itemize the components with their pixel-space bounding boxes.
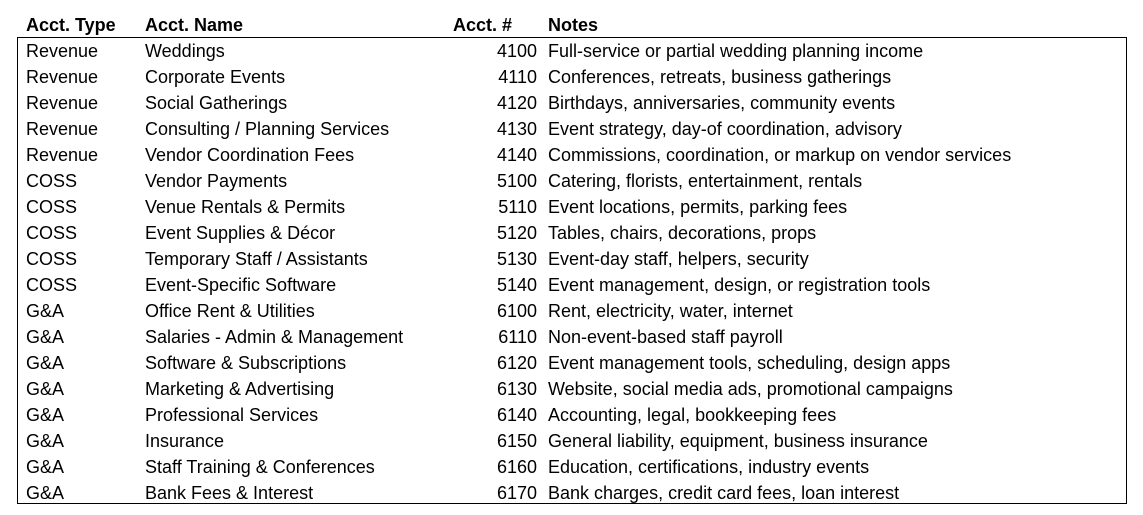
cell-notes: Catering, florists, entertainment, rentals [548, 171, 863, 191]
cell-acct-number: 6100 [496, 301, 537, 321]
table-row [0, 38, 1143, 64]
cell-notes: Accounting, legal, bookkeeping fees [548, 405, 837, 425]
cell-acct-name: Venue Rentals & Permits [145, 197, 346, 217]
table-row [0, 324, 1143, 350]
cell-acct-name: Vendor Coordination Fees [145, 145, 355, 165]
cell-notes: Full-service or partial wedding planning income [548, 41, 924, 61]
cell-acct-number: 6170 [496, 483, 537, 503]
table-row [0, 116, 1143, 142]
cell-acct-name: Salaries - Admin & Management [145, 327, 404, 347]
cell-acct-number: 5110 [498, 197, 537, 217]
cell-acct-type: G&A [26, 431, 65, 451]
cell-acct-number: 4130 [496, 119, 537, 139]
cell-notes: Event locations, permits, parking fees [548, 197, 848, 217]
cell-acct-number: 6120 [496, 353, 537, 373]
header-acct-type: Acct. Type [26, 15, 116, 35]
cell-acct-type: COSS [26, 171, 78, 191]
cell-acct-name: Corporate Events [145, 67, 286, 87]
cell-acct-number: 6130 [496, 379, 537, 399]
table-row [0, 402, 1143, 428]
cell-acct-type: COSS [26, 249, 78, 269]
cell-acct-number: 4120 [496, 93, 537, 113]
cell-acct-number: 6160 [496, 457, 537, 477]
cell-acct-type: Revenue [26, 67, 99, 87]
cell-acct-number: 5120 [496, 223, 537, 243]
table-header [0, 13, 1143, 37]
table-row [0, 168, 1143, 194]
cell-notes: Non-event-based staff payroll [548, 327, 783, 347]
cell-acct-type: G&A [26, 405, 65, 425]
cell-acct-type: Revenue [26, 119, 99, 139]
cell-acct-name: Bank Fees & Interest [145, 483, 314, 503]
cell-notes: Event strategy, day-of coordination, advisory [548, 119, 902, 139]
cell-acct-type: G&A [26, 379, 65, 399]
cell-acct-number: 5100 [496, 171, 537, 191]
cell-notes: Commissions, coordination, or markup on vendor services [548, 145, 1012, 165]
cell-notes: Event management, design, or registration tools [548, 275, 931, 295]
cell-acct-type: COSS [26, 275, 78, 295]
cell-notes: Event-day staff, helpers, security [548, 249, 809, 269]
cell-notes: Event management tools, scheduling, design apps [548, 353, 951, 373]
table-row [0, 376, 1143, 402]
cell-acct-number: 6110 [498, 327, 537, 347]
cell-acct-name: Event Supplies & Décor [145, 223, 336, 243]
cell-acct-number: 4110 [498, 67, 537, 87]
cell-acct-name: Staff Training & Conferences [145, 457, 375, 477]
table-row [0, 194, 1143, 220]
cell-acct-number: 6140 [496, 405, 537, 425]
table-row [0, 298, 1143, 324]
cell-acct-name: Event-Specific Software [145, 275, 337, 295]
cell-acct-number: 6150 [496, 431, 537, 451]
table-row [0, 64, 1143, 90]
header-notes: Notes [548, 15, 599, 35]
cell-acct-type: G&A [26, 327, 65, 347]
cell-acct-name: Weddings [145, 41, 225, 61]
cell-notes: Website, social media ads, promotional campaigns [548, 379, 953, 399]
table-row [0, 246, 1143, 272]
cell-acct-number: 5140 [496, 275, 537, 295]
cell-acct-number: 4100 [496, 41, 537, 61]
table-body [0, 38, 1143, 506]
table-row [0, 350, 1143, 376]
table-row [0, 220, 1143, 246]
table-row [0, 454, 1143, 480]
cell-acct-type: Revenue [26, 93, 99, 113]
table-row [0, 142, 1143, 168]
cell-acct-name: Office Rent & Utilities [145, 301, 315, 321]
cell-notes: Education, certifications, industry events [548, 457, 870, 477]
cell-acct-type: COSS [26, 197, 78, 217]
cell-acct-name: Insurance [145, 431, 225, 451]
cell-acct-type: Revenue [26, 41, 99, 61]
cell-acct-name: Consulting / Planning Services [145, 119, 390, 139]
cell-acct-type: G&A [26, 301, 65, 321]
cell-acct-name: Software & Subscriptions [145, 353, 347, 373]
cell-notes: Birthdays, anniversaries, community events [548, 93, 896, 113]
cell-acct-number: 5130 [496, 249, 537, 269]
table-row [0, 428, 1143, 454]
table-row [0, 90, 1143, 116]
cell-acct-name: Temporary Staff / Assistants [145, 249, 368, 269]
cell-acct-type: G&A [26, 457, 65, 477]
cell-acct-name: Marketing & Advertising [145, 379, 335, 399]
cell-notes: General liability, equipment, business insurance [548, 431, 928, 451]
header-acct-name: Acct. Name [145, 15, 244, 35]
cell-notes: Tables, chairs, decorations, props [548, 223, 817, 243]
table-row [0, 480, 1143, 506]
cell-acct-number: 4140 [496, 145, 537, 165]
cell-notes: Conferences, retreats, business gatherings [548, 67, 892, 87]
table-row [0, 272, 1143, 298]
header-acct-number: Acct. # [452, 15, 512, 35]
cell-acct-type: COSS [26, 223, 78, 243]
cell-acct-type: Revenue [26, 145, 99, 165]
cell-acct-type: G&A [26, 353, 65, 373]
cell-acct-name: Vendor Payments [145, 171, 288, 191]
cell-notes: Bank charges, credit card fees, loan interest [548, 483, 900, 503]
cell-acct-name: Professional Services [145, 405, 319, 425]
cell-acct-name: Social Gatherings [145, 93, 288, 113]
cell-acct-type: G&A [26, 483, 65, 503]
cell-notes: Rent, electricity, water, internet [548, 301, 793, 321]
